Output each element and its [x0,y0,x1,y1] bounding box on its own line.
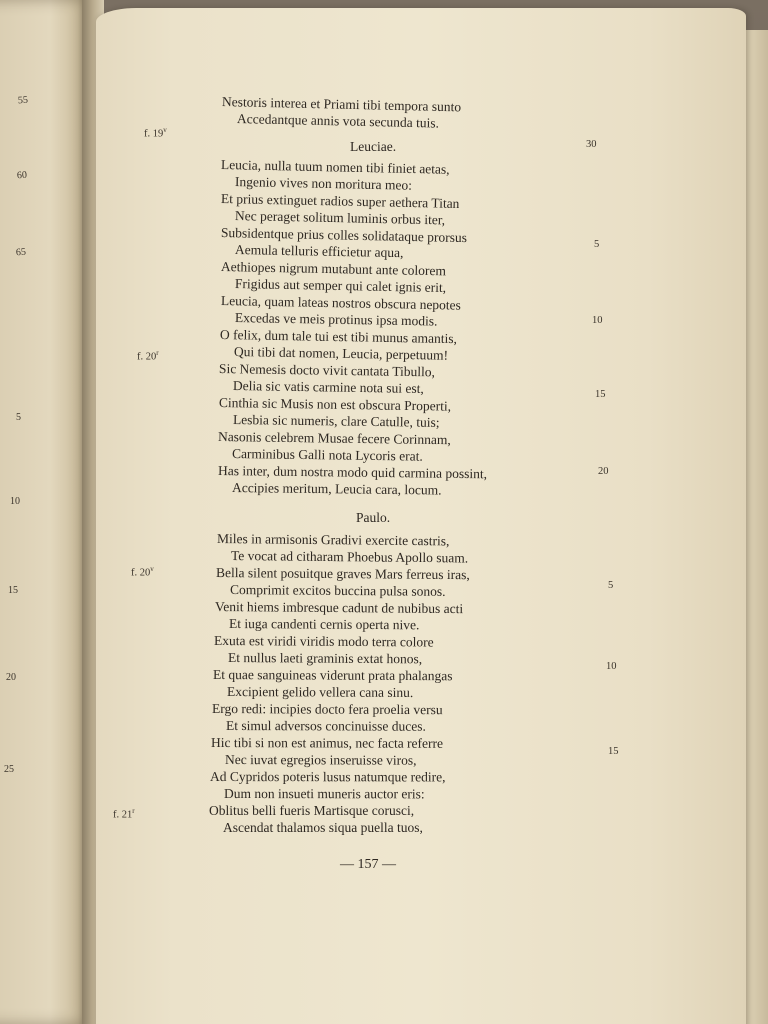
verse-line: Excedas ve meis protinus ipsa modis. [234,310,438,329]
left-page [0,0,90,1024]
line-number: 10 [592,315,603,326]
verse-line: Venit hiems imbresque cadunt de nubibus acti [214,599,464,617]
verse-line: Ad Cypridos poteris lusus natumque redire, [209,769,446,785]
verse-line: Oblitus belli fueris Martisque corusci, [209,803,415,818]
verse-line: Nestoris interea et Priami tibi tempora sunto [221,94,462,115]
left-margin-number: 5 [16,412,21,423]
verse-line: Et simul adversos concinuisse duces. [225,718,426,734]
verse-line: Nasonis celebrem Musae fecere Corinnam, [217,429,451,448]
verse-line: Has inter, dum nostra modo quid carmina possint, [217,463,488,482]
verse-line: Aemula telluris efficietur aqua, [234,242,404,261]
folio-marker: f. 19$^v$ [144,126,167,140]
verse-line: Qui tibi dat nomen, Leucia, perpetuum! [233,344,449,363]
page-number: — 157 — [340,857,396,872]
line-number: 5 [608,580,614,591]
line-number: 30 [586,139,597,150]
verse-line: Nec peraget solitum luminis orbus iter, [234,208,446,228]
verse-line: Te vocat ad citharam Phoebus Apollo suam. [230,548,469,566]
verse-line: Aethiopes nigrum mutabunt ante colorem [220,259,447,279]
verse-line: Carminibus Galli nota Lycoris erat. [231,446,423,464]
folio-marker: f. 21$^r$ [113,807,135,821]
left-margin-number: 55 [17,94,29,107]
verse-line: Subsidentque prius colles solidataque prorsus [220,225,468,246]
verse-line: Cinthia sic Musis non est obscura Properti, [218,395,452,414]
verse-line: Exuta est viridi viridis modo terra colore [213,633,434,650]
verse-line: Hic tibi si non est animus, nec facta referre [210,735,444,751]
verse-line: Excipient gelido vellera cana sinu. [226,684,414,700]
line-number: 20 [598,466,609,477]
verse-line: Miles in armisonis Gradivi exercite castris, [216,531,450,549]
folio-marker: f. 20$^r$ [137,349,159,363]
verse-line: Et quae sanguineas viderunt prata phalangas [212,667,453,684]
verse-line: Et prius extinguet radios super aethera Titan [220,191,460,211]
verse-line: Accedantque annis vota secunda tuis. [236,111,440,131]
verse-line: Comprimit excitos buccina pulsa sonos. [229,582,446,599]
verse-line: Leucia, nulla tuum nomen tibi finiet aetas, [220,157,450,177]
left-margin-number: 10 [10,496,20,507]
verse-line: Delia sic vatis carmine nota sui est, [232,378,424,396]
verse-line: Lesbia sic numeris, clare Catulle, tuis; [232,412,440,430]
verse-line: Frigidus aut semper qui calet ignis erit, [234,276,447,296]
line-number: 15 [595,389,606,400]
left-margin-number: 25 [4,764,14,775]
left-margin-number: 60 [16,169,28,182]
line-number: 5 [594,239,600,250]
verse-line: Ergo redi: incipies docto fera proelia versu [211,701,443,718]
left-margin-number: 20 [6,672,16,683]
line-number: 10 [606,661,617,672]
verse-line: O felix, dum tale tui est tibi munus amantis, [219,327,458,347]
folio-marker: f. 20$^v$ [131,565,154,579]
verse-line: Ingenio vives non moritura meo: [234,174,413,193]
verse-line: Nec iuvat egregios inseruisse viros, [224,752,417,768]
left-margin-number: 65 [15,246,27,259]
verse-line: Sic Nemesis docto vivit cantata Tibullo, [218,361,436,380]
verse-line: Et iuga candenti cernis operta nive. [228,616,420,633]
verse-line: Accipies meritum, Leucia cara, locum. [231,480,442,498]
left-margin-number: 15 [8,585,18,596]
poem-heading-paulo: Paulo. [356,510,391,525]
verse-line: Et nullus laeti graminis extat honos, [227,650,423,667]
poem-heading-leuciae: Leuciae. [350,139,397,154]
verse-line: Bella silent posuitque graves Mars ferreus iras, [215,565,470,583]
line-number: 15 [608,746,619,757]
verse-line: Ascendat thalamos siqua puella tuos, [223,820,423,835]
verse-line: Dum non insueti muneris auctor eris: [223,786,425,802]
verse-line: Leucia, quam lateas nostros obscura nepotes [220,293,462,313]
